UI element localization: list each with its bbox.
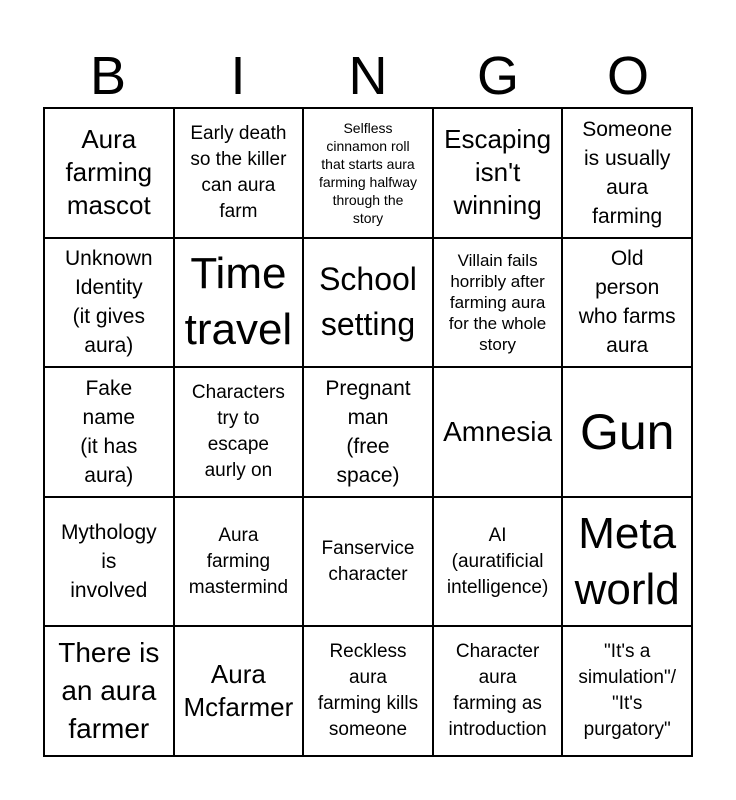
bingo-cell-text: Aura Mcfarmer (183, 659, 294, 723)
bingo-cell-text: Pregnant man (free space) (325, 376, 411, 487)
bingo-cell-text: Characters try to escape aurly on (191, 381, 285, 481)
bingo-cell-text: Fake name (it has aura) (80, 376, 138, 487)
bingo-cell[interactable] (562, 626, 692, 756)
bingo-cell-text: Aura farming mastermind (188, 524, 289, 598)
bingo-cell-text: Aura farming mascot (65, 124, 153, 221)
bingo-cell[interactable] (174, 108, 304, 238)
bingo-cell[interactable] (303, 626, 433, 756)
bingo-cell[interactable] (303, 108, 433, 238)
header-letter-o: O (606, 46, 649, 106)
bingo-cell-text: Villain fails horribly after farming aura for the whole story (448, 250, 547, 354)
bingo-cell[interactable] (44, 108, 174, 238)
bingo-cell[interactable] (433, 108, 563, 238)
header-letter-g: G (476, 46, 519, 106)
bingo-cell[interactable] (174, 238, 304, 368)
bingo-cell[interactable] (174, 626, 304, 756)
bingo-cell-text: Fanservice character (321, 537, 415, 585)
bingo-cell-text: Time travel (184, 249, 293, 355)
bingo-cell[interactable] (562, 108, 692, 238)
bingo-cell[interactable] (433, 367, 563, 497)
bingo-cell[interactable] (433, 626, 563, 756)
bingo-cell[interactable] (562, 497, 692, 627)
bingo-cell-text: Early death so the killer can aura farm (190, 122, 287, 222)
bingo-cell[interactable] (303, 497, 433, 627)
bingo-board (43, 107, 693, 757)
header-letter-i: I (230, 46, 246, 106)
bingo-cell[interactable] (303, 238, 433, 368)
bingo-cell-text: Reckless aura farming kills someone (317, 641, 419, 741)
bingo-cell[interactable] (562, 367, 692, 497)
bingo-cell[interactable] (303, 367, 433, 497)
bingo-cell[interactable] (433, 497, 563, 627)
bingo-cell[interactable] (44, 367, 174, 497)
bingo-cell-text: Old person who farms aura (578, 247, 676, 358)
bingo-cell[interactable] (562, 238, 692, 368)
bingo-cell-text: Selfless cinnamon roll that starts aura farming halfway through the story (318, 119, 418, 226)
header-letter-n: N (348, 46, 388, 106)
bingo-cell-text: AI (auratificial intelligence) (446, 524, 549, 598)
bingo-cell[interactable] (44, 497, 174, 627)
bingo-header (43, 46, 693, 106)
bingo-cell[interactable] (433, 238, 563, 368)
bingo-cell-text: Someone is usually aura farming (582, 117, 673, 228)
bingo-cell-text: There is an aura farmer (58, 637, 160, 745)
bingo-cell-text: Escaping isn't winning (444, 124, 552, 221)
bingo-cell-text: Amnesia (443, 415, 553, 447)
bingo-cell-text: Gun (579, 403, 675, 460)
header-letter-b: B (89, 46, 127, 106)
bingo-cell[interactable] (174, 497, 304, 627)
bingo-cell[interactable] (174, 367, 304, 497)
bingo-cell-text: School setting (319, 261, 417, 343)
bingo-cell-text: Mythology is involved (60, 521, 157, 603)
bingo-cell[interactable] (44, 626, 174, 756)
bingo-cell-text: Character aura farming as introduction (448, 641, 547, 741)
bingo-cell-text: Meta world (574, 508, 680, 614)
bingo-cell-text: "It's a simulation"/ "It's purgatory" (578, 641, 676, 741)
bingo-cell[interactable] (44, 238, 174, 368)
bingo-cell-text: Unknown Identity (it gives aura) (65, 247, 153, 358)
